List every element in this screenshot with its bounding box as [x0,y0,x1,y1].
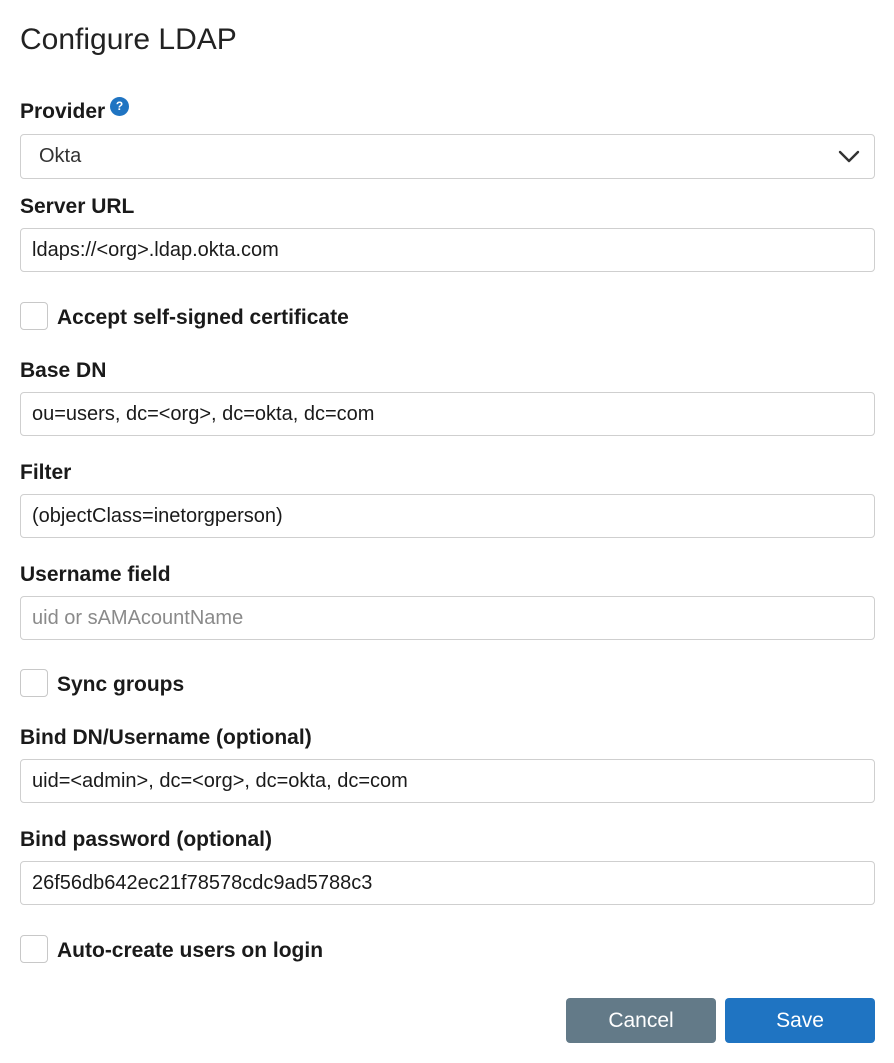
save-button[interactable]: Save [725,998,875,1043]
auto-create-users-checkbox[interactable] [20,935,48,963]
provider-select-value: Okta [39,145,82,167]
question-circle-icon[interactable]: ? [110,97,129,116]
username-field-label: Username field [20,563,171,586]
dialog-title: Configure LDAP [20,23,237,56]
base-dn-label: Base DN [20,359,107,382]
base-dn-input[interactable]: ou=users, dc=<org>, dc=okta, dc=com [20,392,875,436]
chevron-down-icon [838,148,860,164]
filter-input[interactable]: (objectClass=inetorgperson) [20,494,875,538]
bind-dn-input[interactable]: uid=<admin>, dc=<org>, dc=okta, dc=com [20,759,875,803]
provider-select[interactable] [20,134,875,179]
filter-label: Filter [20,461,72,484]
cancel-button[interactable]: Cancel [566,998,716,1043]
username-field-input[interactable]: uid or sAMAcountName [20,596,875,640]
provider-label: Provider [20,100,106,123]
sync-groups-checkbox[interactable] [20,669,48,697]
server-url-label: Server URL [20,195,135,218]
auto-create-users-label[interactable]: Auto-create users on login [57,939,324,962]
bind-password-input[interactable]: 26f56db642ec21f78578cdc9ad5788c3 [20,861,875,905]
sync-groups-label[interactable]: Sync groups [57,673,185,696]
bind-dn-label: Bind DN/Username (optional) [20,726,312,749]
accept-self-signed-label[interactable]: Accept self-signed certificate [57,306,349,329]
bind-password-label: Bind password (optional) [20,828,272,851]
server-url-input[interactable]: ldaps://<org>.ldap.okta.com [20,228,875,272]
accept-self-signed-checkbox[interactable] [20,302,48,330]
